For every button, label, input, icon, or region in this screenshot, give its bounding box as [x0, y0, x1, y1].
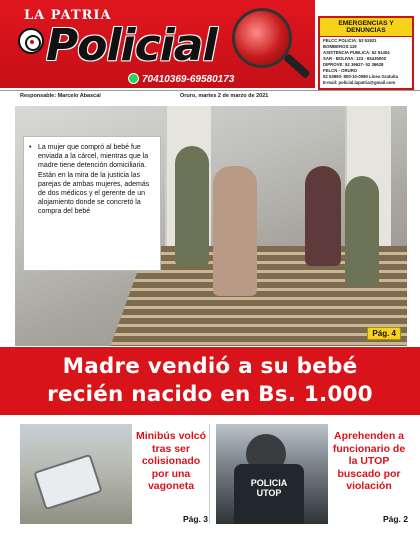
story-minibus [20, 424, 208, 524]
page-tag: Pág. 4 [367, 327, 401, 340]
story-photo [20, 424, 132, 524]
contact-line: DIPROVE: 52 36627- 52 36628 [323, 62, 384, 67]
subline [0, 90, 420, 102]
woman-figure [213, 166, 257, 296]
story-title: Minibús volcó tras ser colisionado por una vagoneta [135, 430, 206, 492]
main-photo [15, 106, 407, 346]
story-page: Pág. 2 [382, 514, 408, 524]
contact-line: FELCC POLICIA: 52 51921 [323, 38, 377, 43]
whatsapp-icon [128, 73, 139, 84]
headline-line: recién nacido en Bs. 1.000 [47, 382, 373, 407]
contact-line: E-mail: policial.lapatria@gmail.com [323, 80, 396, 85]
phone-text: 70410369-69580173 [142, 74, 235, 85]
main-headline [0, 347, 420, 415]
officer-figure [345, 176, 379, 286]
contact-line: SAR - BOLIVIA: 123 - 65435000 [323, 56, 387, 61]
divider [209, 424, 210, 524]
vehicle-shape [33, 454, 102, 511]
brand-logo: Policial [46, 20, 217, 71]
story-title: Aprehenden a funcionario de la UTOP buscado por violación [332, 430, 406, 492]
photo-caption [23, 136, 161, 271]
contact-line: FELCN - ORURO [323, 68, 358, 73]
contact-line: 52 53893- 800-10-0080 Línea Gratuita [323, 74, 399, 79]
responsible-line: Responsable: Marcelo Abascal [20, 93, 101, 99]
phone-numbers [128, 73, 234, 85]
contact-line: BOMBEROS:119 [323, 44, 357, 49]
vest-text [234, 464, 304, 524]
woman-figure [305, 166, 341, 266]
masthead [0, 0, 420, 90]
vest-line: UTOP [256, 488, 282, 498]
officer-figure [175, 146, 209, 266]
contact-heading: EMERGENCIAS Y DENUNCIAS [320, 18, 412, 37]
date-line: Oruro, martes 2 de marzo de 2021 [180, 93, 269, 99]
story-page: Pág. 3 [182, 514, 208, 524]
story-utop [216, 424, 408, 524]
story-photo [216, 424, 328, 524]
contact-line: ASISTENCIA PUBLICA: 52 51404 [323, 50, 390, 55]
brand-top: LA PATRIA [24, 8, 112, 23]
emergency-contacts-box [318, 16, 414, 90]
contact-list [320, 37, 412, 87]
vest-line: POLICIA [250, 478, 288, 488]
headline-line: Madre vendió a su bebé [62, 354, 358, 379]
caption-text: • La mujer que compró al bebé fue enviada a la cárcel, mientras que la madre tiene detención domiciliaria. Están en la mira de la justicia las parejas de ambas mujeres, además de dos médicos y el gerente de un alojamiento donde se concretó la compra del bebé [38, 143, 154, 217]
